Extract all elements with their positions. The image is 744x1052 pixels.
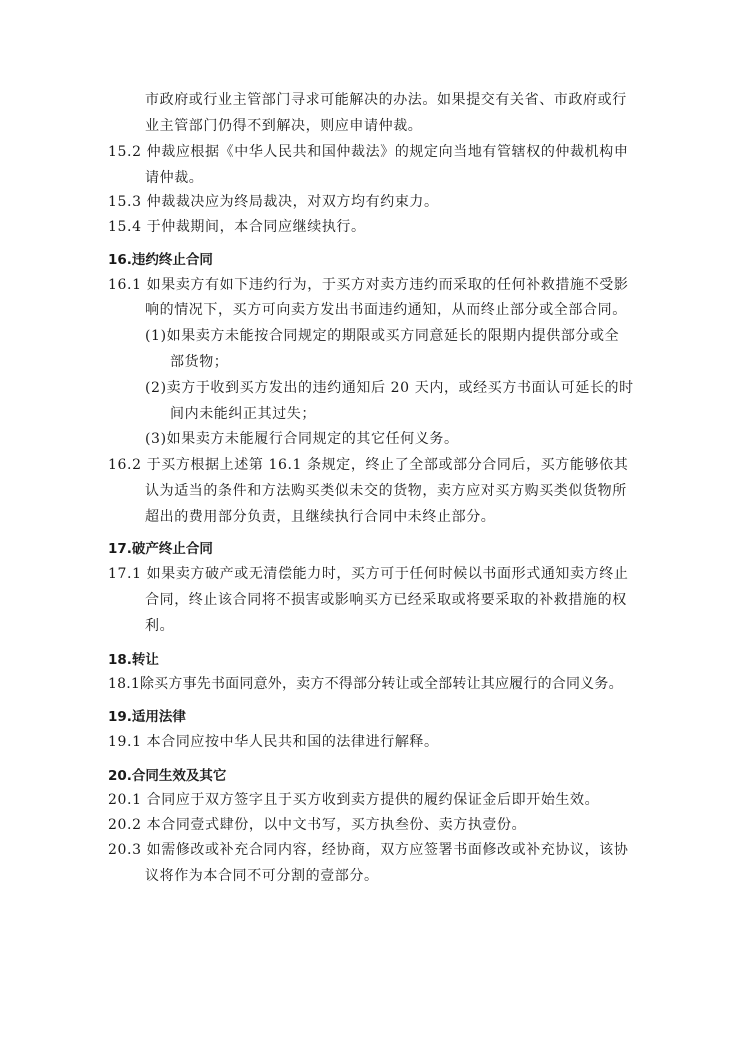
clause-20-3: 20.3 如需修改或补充合同内容，经协商，双方应签署书面修改或补充协议，该协 (108, 842, 629, 858)
clause-15-2-continuation-line: 请仲裁。 (145, 170, 204, 186)
clause-15-1-continuation-line: 业主管部门仍得不到解决，则应申请仲裁。 (145, 118, 423, 134)
clause-16-1-item-2: (2)卖方于收到买方发出的违约通知后 20 天内，或经买方书面认可延长的时 (145, 380, 634, 396)
section-heading-16: 16.违约终止合同 (108, 252, 213, 268)
clause-17-1-continuation-line: 合同，终止该合同将不损害或影响买方已经采取或将要采取的补救措施的权 (145, 592, 627, 608)
clause-16-2-continuation-line: 认为适当的条件和方法购买类似未交的货物，卖方应对买方购买类似货物所 (145, 483, 627, 499)
clause-18-1: 18.1除买方事先书面同意外，卖方不得部分转让或全部转让其应履行的合同义务。 (108, 676, 623, 692)
clause-20-2: 20.2 本合同壹式肆份，以中文书写，买方执叁份、卖方执壹份。 (108, 817, 527, 833)
clause-16-1-item-3: (3)如果卖方未能履行合同规定的其它任何义务。 (145, 431, 459, 447)
section-heading-19: 19.适用法律 (108, 709, 186, 725)
section-heading-20: 20.合同生效及其它 (108, 768, 227, 784)
section-heading-17: 17.破产终止合同 (108, 541, 213, 557)
clause-16-2-continuation-line: 超出的费用部分负责，且继续执行合同中未终止部分。 (145, 509, 496, 525)
clause-19-1: 19.1 本合同应按中华人民共和国的法律进行解释。 (108, 734, 439, 750)
clause-16-1-continuation-line: 响的情况下，买方可向卖方发出书面违约通知，从而终止部分或全部合同。 (145, 302, 627, 318)
clause-16-1: 16.1 如果卖方有如下违约行为，于买方对卖方违约而采取的任何补救措施不受影 (108, 277, 629, 293)
section-heading-18: 18.转让 (108, 652, 159, 668)
clause-15-2: 15.2 仲裁应根据《中华人民共和国仲裁法》的规定向当地有管辖权的仲裁机构申 (108, 144, 629, 160)
clause-15-4: 15.4 于仲裁期间，本合同应继续执行。 (108, 219, 366, 235)
clause-16-1-item-2-continuation: 间内未能纠正其过失； (170, 406, 316, 422)
clause-20-1: 20.1 合同应于双方签字且于买方收到卖方提供的履约保证金后即开始生效。 (108, 792, 600, 808)
clause-15-1-continuation-line: 市政府或行业主管部门寻求可能解决的办法。如果提交有关省、市政府或行 (145, 92, 627, 108)
clause-16-1-item-1: (1)如果卖方未能按合同规定的期限或买方同意延长的限期内提供部分或全 (145, 328, 620, 344)
clause-17-1: 17.1 如果卖方破产或无清偿能力时，买方可于任何时候以书面形式通知卖方终止 (108, 566, 629, 582)
clause-15-3: 15.3 仲裁裁决应为终局裁决，对双方均有约束力。 (108, 194, 439, 210)
clause-16-2: 16.2 于买方根据上述第 16.1 条规定，终止了全部或部分合同后，买方能够依其 (108, 457, 629, 473)
clause-17-1-continuation-line: 利。 (145, 618, 175, 634)
clause-16-1-item-1-continuation: 部货物； (170, 354, 229, 370)
clause-20-3-continuation-line: 议将作为本合同不可分割的壹部分。 (145, 868, 379, 884)
